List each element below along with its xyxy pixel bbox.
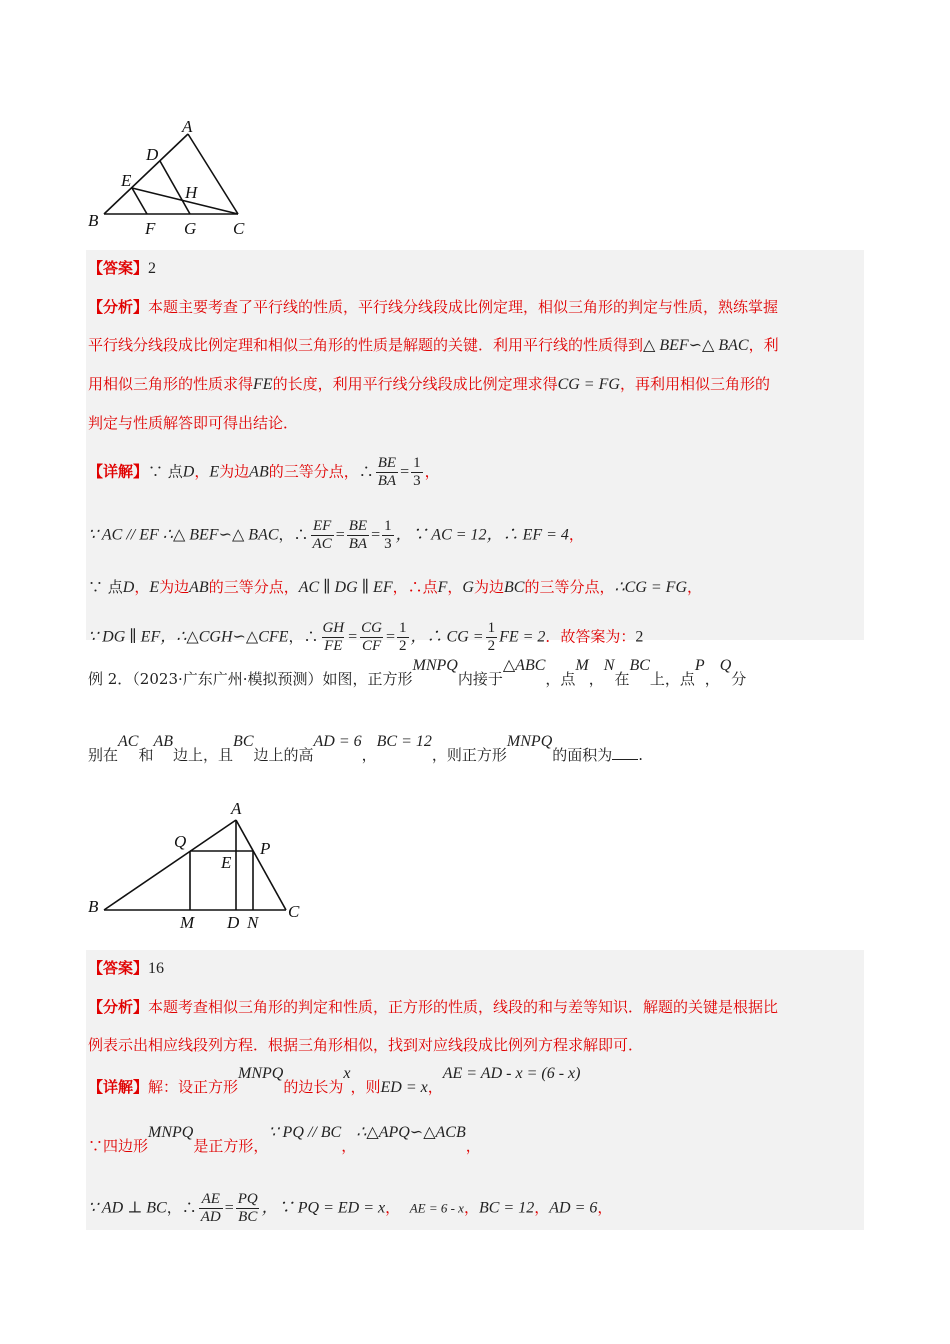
answer-line: 【答案】16: [88, 959, 165, 977]
detail-line-2: ∵ AC // EF ∴△ BEF∽△ BAC，∴ $\frac{EF}{AC}$ = $\frac{BE}{BA}$ = $\frac{1}{3}$ ，∵ AC = 12，∴ EF = 4，: [88, 518, 584, 552]
figure-1-triangle: [84, 116, 284, 240]
seg-AC: [236, 820, 286, 910]
fraction-1-2-b: $\frac{1}{2}$: [487, 620, 496, 654]
label-D: D: [146, 145, 159, 164]
detail-line-3: ∵ AD ⊥ BC，∴ $\frac{AE}{AD}$ = $\frac{PQ}{BC}$ ，∵ PQ = ED = x， AE = 6 - x，BC = 12，AD = 6，: [88, 1191, 613, 1225]
label-G: G: [184, 219, 197, 238]
analysis-line-2: 例表示出相应线段列方程．根据三角形相似，找到对应线段成比例列方程求解即可．: [88, 1036, 644, 1054]
analysis-line-3: 用相似三角形的性质求得FE的长度，利用平行线分线段成比例定理求得CG = FG，再利用相似三角形的: [88, 375, 770, 393]
label-C: C: [233, 219, 245, 238]
analysis-line-2: 平行线分线段成比例定理和相似三角形的性质是解题的关键．利用平行线的性质得到△ BEF∽△ BAC，利: [88, 336, 779, 354]
example2-question-line-1: 例 2．（2023·广东广州·模拟预测）如图，正方形MNPQ内接于△ABC，点M，N在BC上，点P，Q分: [88, 657, 747, 688]
example2-question-line-2: 别在AC和AB边上，且BC边上的高AD = 6，BC = 12，则正方形MNPQ的面积为 .: [88, 733, 644, 764]
label-D: D: [227, 913, 240, 932]
label-F: F: [145, 219, 156, 238]
fraction-PQ-BC: $\frac{PQ}{BC}$: [237, 1191, 258, 1225]
example2-solution-panel: [86, 950, 864, 1230]
label-A: A: [231, 799, 242, 818]
label-A: A: [182, 117, 193, 136]
label-P: P: [260, 839, 271, 858]
answer-blank: [612, 745, 638, 760]
example1-solution-panel: [86, 250, 864, 654]
fraction-BE-BA-2: $\frac{BE}{BA}$: [348, 518, 368, 552]
label-Q: Q: [174, 832, 187, 851]
detail-line-1: 【详解】解：设正方形MNPQ的边长为x，则ED = x，AE = AD - x = (6 - x): [88, 1065, 581, 1096]
fraction-GH-FE: $\frac{GH}{FE}$: [322, 620, 345, 654]
label-M: M: [180, 913, 195, 932]
fraction-EF-AC: $\frac{EF}{AC}$: [312, 518, 332, 552]
detail-line-4: ∵ DG ∥ EF，∴△CGH∽△CFE，∴ $\frac{GH}{FE}$ = $\frac{CG}{CF}$ = $\frac{1}{2}$ ，∴ CG = $\frac{1}{2}$ FE = 2．故答案为：2: [88, 620, 644, 654]
detail-line-3: ∵ 点D，E为边AB的三等分点，AC ∥ DG ∥ EF，∴点F，G为边BC的三等分点，∴CG = FG，: [88, 578, 703, 596]
fraction-BE-BA: $\frac{BE}{BA}$: [377, 455, 397, 489]
label-H: H: [185, 183, 198, 202]
figure-2-triangle-square: [84, 796, 314, 936]
fraction-1-3: $\frac{1}{3}$: [413, 455, 421, 489]
fraction-1-2: $\frac{1}{2}$: [399, 620, 407, 654]
label-N: N: [247, 913, 259, 932]
label-E: E: [121, 171, 132, 190]
label-C: C: [288, 902, 300, 921]
fraction-CG-CF: $\frac{CG}{CF}$: [361, 620, 382, 654]
answer-line: 【答案】2: [88, 259, 157, 277]
analysis-line-4: 判定与性质解答即可得出结论．: [88, 414, 299, 432]
fraction-AE-AD: $\frac{AE}{AD}$: [200, 1191, 221, 1225]
label-B: B: [88, 211, 99, 230]
analysis-line-1: 【分析】本题考查相似三角形的判定和性质，正方形的性质，线段的和与差等知识．解题的关键是根据比: [88, 998, 779, 1016]
detail-line-2: ∵四边形MNPQ是正方形，∵ PQ // BC，∴△APQ∽△ACB，: [88, 1124, 481, 1155]
fraction-1-3-2: $\frac{1}{3}$: [384, 518, 392, 552]
seg-BA: [104, 820, 236, 910]
label-E: E: [221, 853, 232, 872]
detail-line-1: 【详解】∵ 点D，E为边AB的三等分点，∴ $\frac{BE}{BA}$ = $\frac{1}{3}$ ，: [88, 455, 440, 489]
seg-AC: [188, 134, 238, 214]
analysis-line-1: 【分析】本题主要考查了平行线的性质，平行线分线段成比例定理，相似三角形的判定与性质，熟练掌握: [88, 298, 779, 316]
label-B: B: [88, 897, 99, 916]
